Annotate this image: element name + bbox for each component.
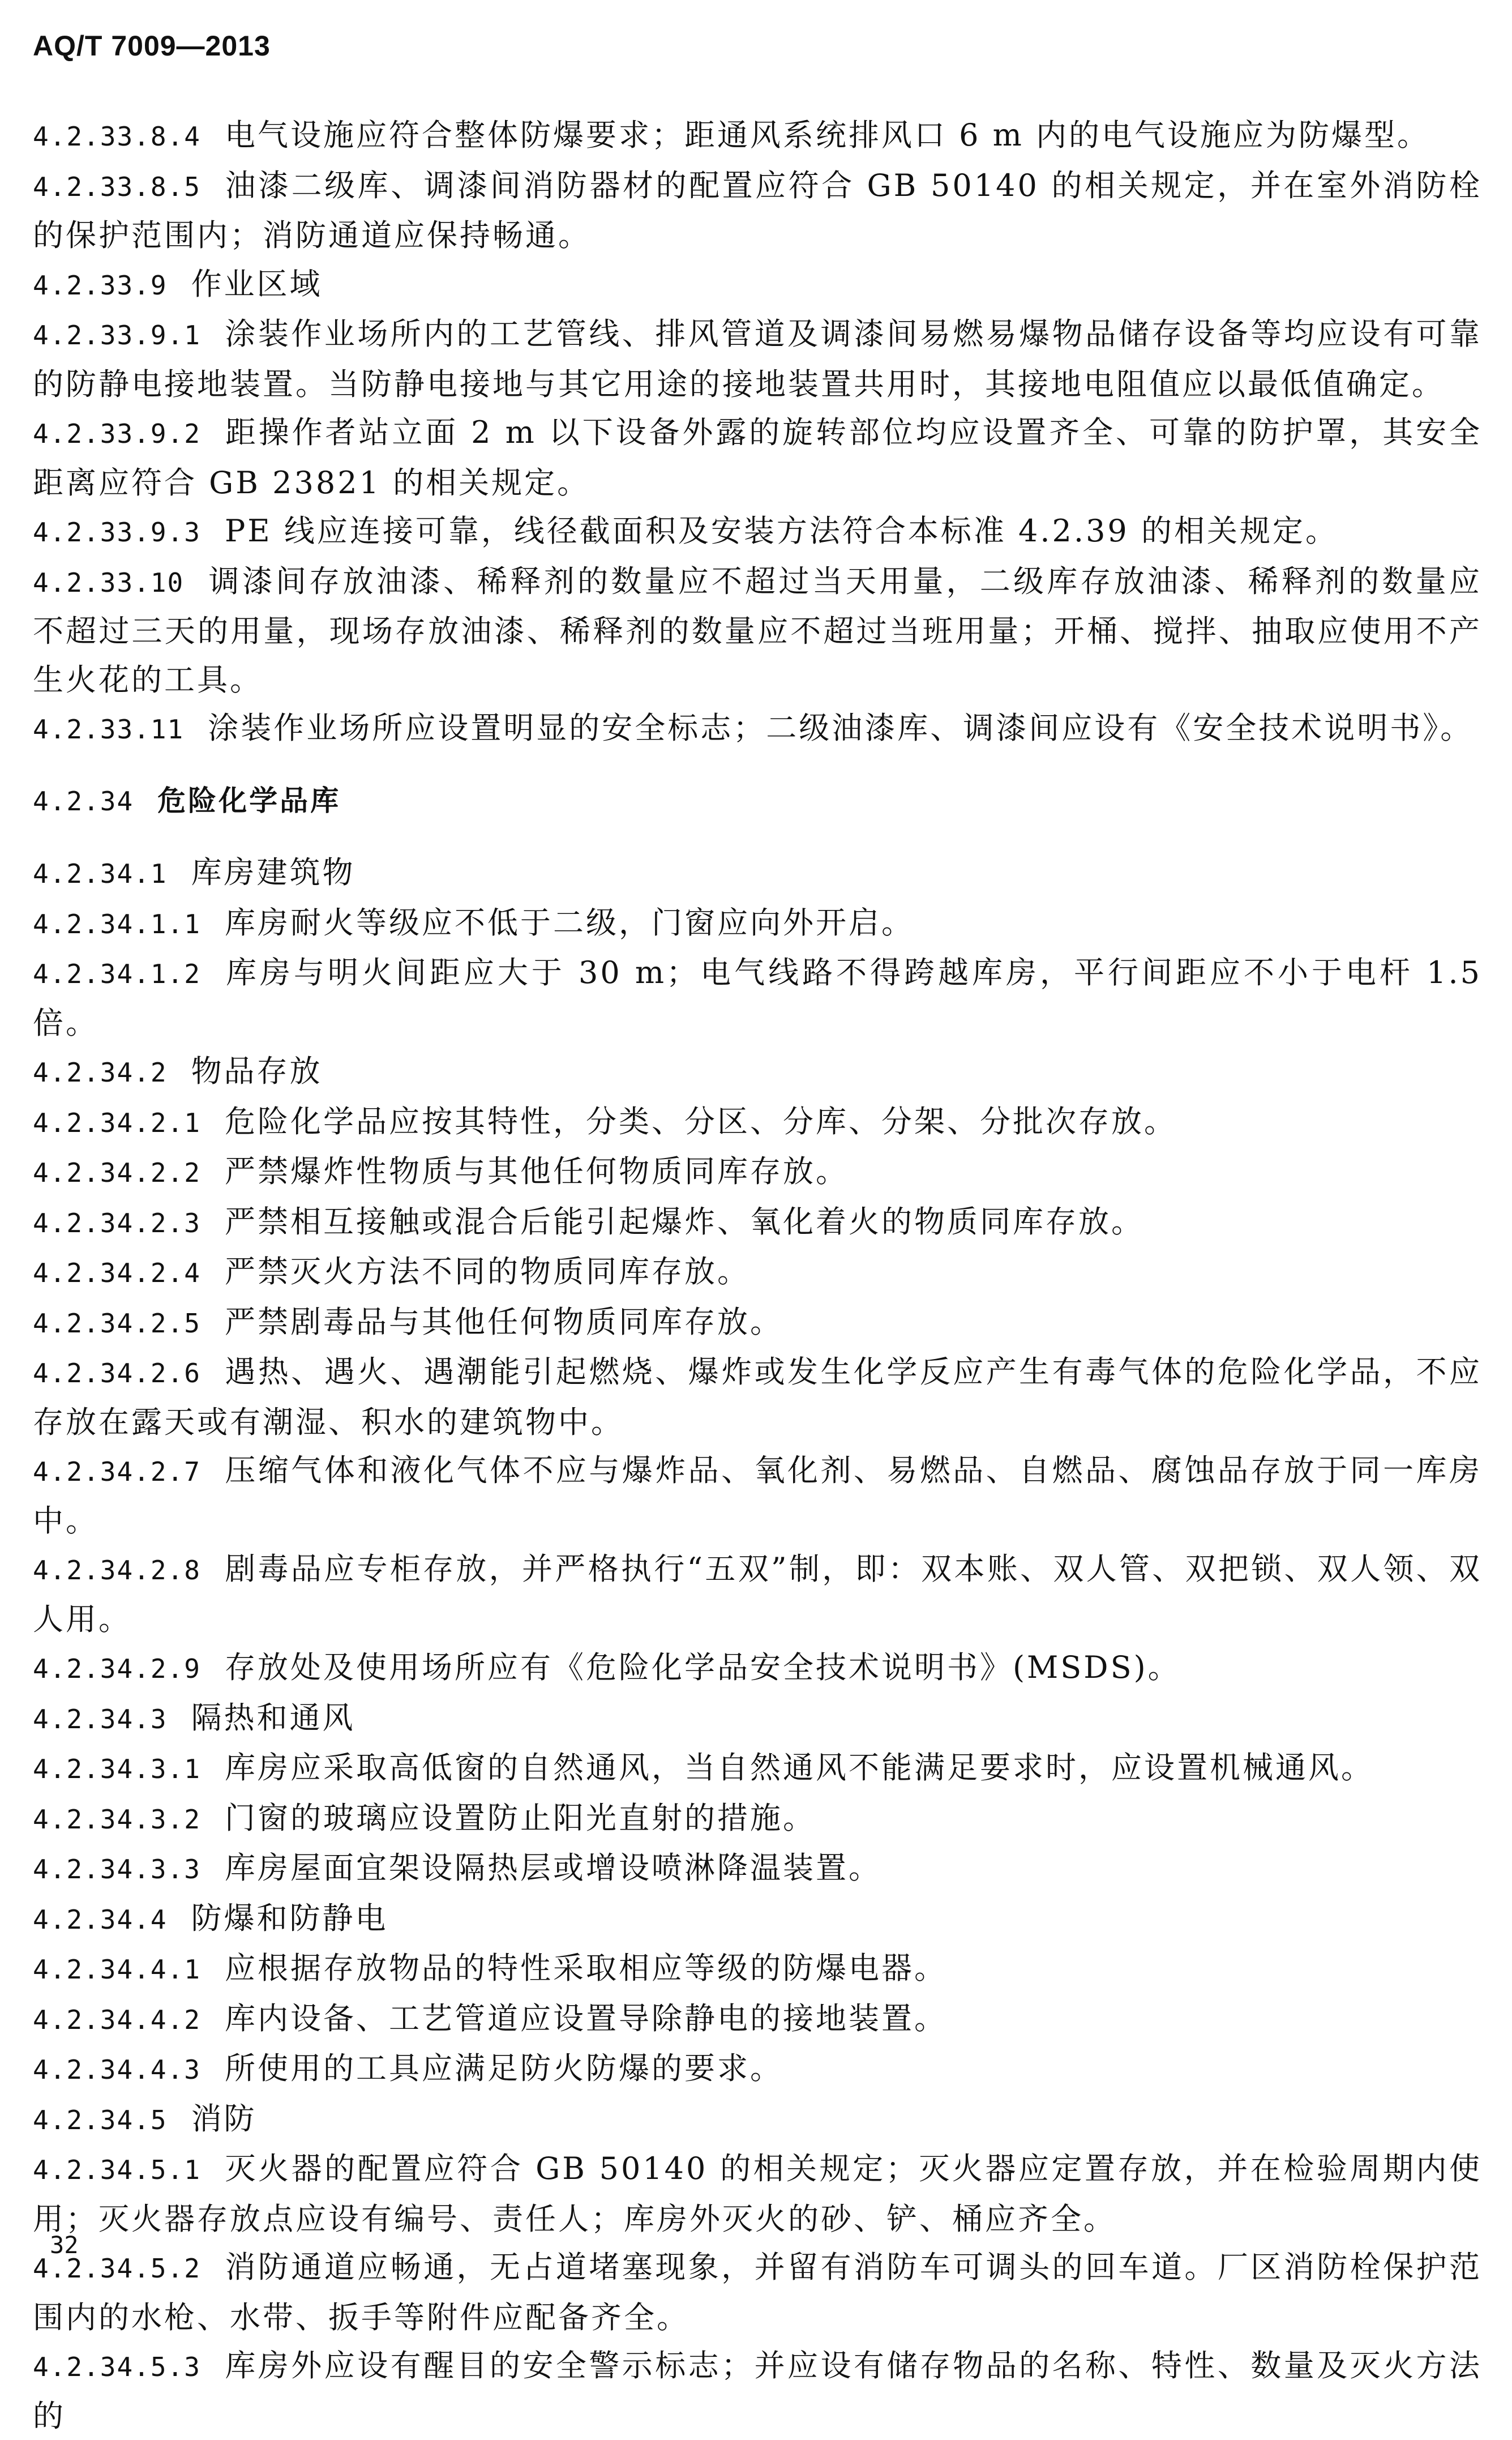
clause-number: 4.2.34.2.7	[33, 1456, 201, 1487]
clause-number: 4.2.34.3	[33, 1703, 168, 1734]
clause-4-2-34-2-3	[33, 1198, 1482, 1248]
clauses-section-4-2-34	[33, 848, 1482, 2440]
clause-4-2-34-4-1	[33, 1944, 1482, 1994]
clause-number: 4.2.34.3.2	[33, 1804, 201, 1835]
clause-text: 油漆二级库、调漆间消防器材的配置应符合 GB 50140 的相关规定，并在室外消防栓的保护范围内；消防通道应保持畅通。	[33, 167, 1482, 253]
clause-number: 4.2.33.9.3	[33, 517, 201, 548]
clause-4-2-34-5	[33, 2095, 1482, 2145]
clause-number: 4.2.34.3.3	[33, 1854, 201, 1885]
clause-number: 4.2.34.5.3	[33, 2352, 201, 2382]
clause-text: 剧毒品应专柜存放，并严格执行“五双”制，即：双本账、双人管、双把锁、双人领、双人用。	[33, 1551, 1482, 1637]
clause-number: 4.2.34.1	[33, 858, 168, 889]
clause-4-2-34-2-1	[33, 1097, 1482, 1148]
clause-text: 涂装作业场所内的工艺管线、排风管道及调漆间易燃易爆物品储存设备等均应设有可靠的防静电接地装置。当防静电接地与其它用途的接地装置共用时，其接地电阻值应以最低值确定。	[33, 316, 1482, 402]
clause-text: 电气设施应符合整体防爆要求；距通风系统排风口 6 m 内的电气设施应为防爆型。	[224, 117, 1430, 153]
clause-4-2-34-3	[33, 1694, 1482, 1744]
clause-4-2-33-9-3	[33, 507, 1482, 557]
clause-4-2-34-1	[33, 848, 1482, 899]
clause-number: 4.2.34.2.1	[33, 1107, 201, 1138]
clause-number: 4.2.33.11	[33, 714, 185, 745]
clause-4-2-33-8-5	[33, 161, 1482, 260]
clause-number: 4.2.33.9	[33, 270, 168, 301]
clause-text: 门窗的玻璃应设置防止阳光直射的措施。	[224, 1800, 816, 1836]
clauses-section-4-2-33	[33, 111, 1482, 754]
clause-number: 4.2.34.5	[33, 2104, 168, 2135]
clause-text: 库房应采取高低窗的自然通风，当自然通风不能满足要求时，应设置机械通风。	[224, 1750, 1374, 1785]
clause-text: 严禁相互接触或混合后能引起爆炸、氧化着火的物质同库存放。	[224, 1203, 1144, 1240]
clause-4-2-34-2-7	[33, 1446, 1482, 1545]
clause-text: 防爆和防静电	[191, 1900, 388, 1936]
clause-4-2-33-9-2	[33, 408, 1482, 507]
clause-4-2-34-2-5	[33, 1298, 1482, 1348]
clause-4-2-34-3-3	[33, 1844, 1482, 1894]
clause-4-2-34-3-2	[33, 1794, 1482, 1844]
clause-number: 4.2.34.4.2	[33, 2004, 201, 2035]
clause-text: 库内设备、工艺管道应设置导除静电的接地装置。	[224, 2000, 947, 2036]
clause-text: 涂装作业场所应设置明显的安全标志；二级油漆库、调漆间应设有《安全技术说明书》。	[208, 710, 1474, 746]
section-number: 4.2.34	[33, 785, 134, 817]
clause-4-2-34-3-1	[33, 1744, 1482, 1794]
document-body	[33, 111, 1482, 2440]
clause-4-2-34-2	[33, 1047, 1482, 1097]
clause-4-2-33-9-1	[33, 310, 1482, 408]
clause-number: 4.2.34.2.6	[33, 1358, 201, 1388]
clause-number: 4.2.34.2	[33, 1057, 168, 1088]
standard-code-header: AQ/T 7009—2013	[33, 30, 271, 62]
clause-text: PE 线应连接可靠，线径截面积及安装方法符合本标准 4.2.39 的相关规定。	[224, 513, 1338, 549]
clause-text: 灭火器的配置应符合 GB 50140 的相关规定；灭火器应定置存放，并在检验周期内使用；灭火器存放点应设有编号、责任人；库房外灭火的砂、铲、桶应齐全。	[33, 2151, 1482, 2237]
clause-number: 4.2.34.2.2	[33, 1157, 201, 1188]
clause-text: 隔热和通风	[191, 1699, 355, 1736]
clause-4-2-34-2-2	[33, 1147, 1482, 1198]
clause-4-2-34-2-9	[33, 1643, 1482, 1694]
clause-4-2-33-9	[33, 260, 1482, 310]
clause-4-2-33-8-4	[33, 111, 1482, 161]
clause-4-2-33-11	[33, 704, 1482, 754]
clause-text: 库房耐火等级应不低于二级，门窗应向外开启。	[224, 904, 914, 941]
clause-4-2-34-2-6	[33, 1348, 1482, 1446]
clause-text: 严禁爆炸性物质与其他任何物质同库存放。	[224, 1153, 849, 1189]
clause-number: 4.2.34.2.5	[33, 1307, 201, 1339]
clause-text: 作业区域	[191, 266, 323, 302]
clause-number: 4.2.34.4.3	[33, 2054, 201, 2085]
clause-number: 4.2.34.4	[33, 1904, 168, 1935]
clause-4-2-34-1-2	[33, 948, 1482, 1047]
section-heading-4-2-34	[33, 777, 1482, 826]
clause-text: 距操作者站立面 2 m 以下设备外露的旋转部位均应设置齐全、可靠的防护罩，其安全距离应符合 GB 23821 的相关规定。	[33, 414, 1482, 501]
clause-text: 遇热、遇火、遇潮能引起燃烧、爆炸或发生化学反应产生有毒气体的危险化学品，不应存放在露天或有潮湿、积水的建筑物中。	[33, 1354, 1482, 1440]
clause-text: 严禁灭火方法不同的物质同库存放。	[224, 1254, 750, 1289]
clause-text: 消防通道应畅通，无占道堵塞现象，并留有消防车可调头的回车道。厂区消防栓保护范围内的水枪、水带、扳手等附件应配备齐全。	[33, 2249, 1482, 2335]
clause-text: 压缩气体和液化气体不应与爆炸品、氧化剂、易燃品、自燃品、腐蚀品存放于同一库房中。	[33, 1452, 1482, 1539]
clause-number: 4.2.34.2.8	[33, 1555, 201, 1586]
clause-4-2-33-10	[33, 557, 1482, 704]
clause-4-2-34-5-3	[33, 2341, 1482, 2440]
clause-text: 库房建筑物	[191, 854, 355, 890]
clause-number: 4.2.33.8.4	[33, 121, 201, 152]
clause-number: 4.2.34.1.2	[33, 959, 201, 989]
clause-text: 危险化学品应按其特性，分类、分区、分库、分架、分批次存放。	[224, 1103, 1177, 1139]
clause-4-2-34-2-4	[33, 1247, 1482, 1298]
clause-number: 4.2.33.9.2	[33, 418, 201, 449]
clause-number: 4.2.34.4.1	[33, 1954, 201, 1985]
clause-text: 应根据存放物品的特性采取相应等级的防爆电器。	[224, 1950, 947, 1986]
clause-text: 消防	[191, 2100, 257, 2136]
clause-text: 调漆间存放油漆、稀释剂的数量应不超过当天用量，二级库存放油漆、稀释剂的数量应不超过三天的用量，现场存放油漆、稀释剂的数量应不超过当班用量；开桶、搅拌、抽取应使用不产生火花的工具。	[33, 563, 1482, 698]
clause-number: 4.2.33.10	[33, 567, 185, 598]
page-number: 32	[50, 2231, 79, 2259]
clause-4-2-34-4-3	[33, 2044, 1482, 2095]
section-title: 危险化学品库	[157, 784, 341, 817]
clause-4-2-34-2-8	[33, 1545, 1482, 1643]
clause-4-2-34-4-2	[33, 1994, 1482, 2045]
clause-number: 4.2.34.3.1	[33, 1754, 201, 1784]
clause-text: 库房与明火间距应大于 30 m；电气线路不得跨越库房，平行间距应不小于电杆 1.5 倍。	[33, 955, 1482, 1041]
clause-number: 4.2.33.8.5	[33, 171, 201, 202]
clause-number: 4.2.34.2.9	[33, 1653, 201, 1684]
clause-number: 4.2.33.9.1	[33, 320, 201, 351]
clause-text: 库房外应设有醒目的安全警示标志；并应设有储存物品的名称、特性、数量及灭火方法的	[33, 2348, 1482, 2434]
clause-number: 4.2.34.1.1	[33, 908, 201, 939]
clause-4-2-34-5-1	[33, 2144, 1482, 2243]
clause-number: 4.2.34.5.2	[33, 2253, 201, 2284]
clause-4-2-34-4	[33, 1894, 1482, 1945]
clause-number: 4.2.34.2.3	[33, 1207, 201, 1238]
clause-4-2-34-5-2	[33, 2243, 1482, 2341]
clause-text: 严禁剧毒品与其他任何物质同库存放。	[224, 1304, 783, 1340]
clause-text: 库房屋面宜架设隔热层或增设喷淋降温装置。	[224, 1850, 881, 1886]
clause-4-2-34-1-1	[33, 899, 1482, 949]
clause-number: 4.2.34.2.4	[33, 1258, 201, 1288]
clause-text: 存放处及使用场所应有《危险化学品安全技术说明书》(MSDS)。	[224, 1650, 1181, 1685]
clause-text: 所使用的工具应满足防火防爆的要求。	[224, 2050, 783, 2086]
clause-number: 4.2.34.5.1	[33, 2155, 201, 2185]
clause-text: 物品存放	[191, 1053, 323, 1089]
